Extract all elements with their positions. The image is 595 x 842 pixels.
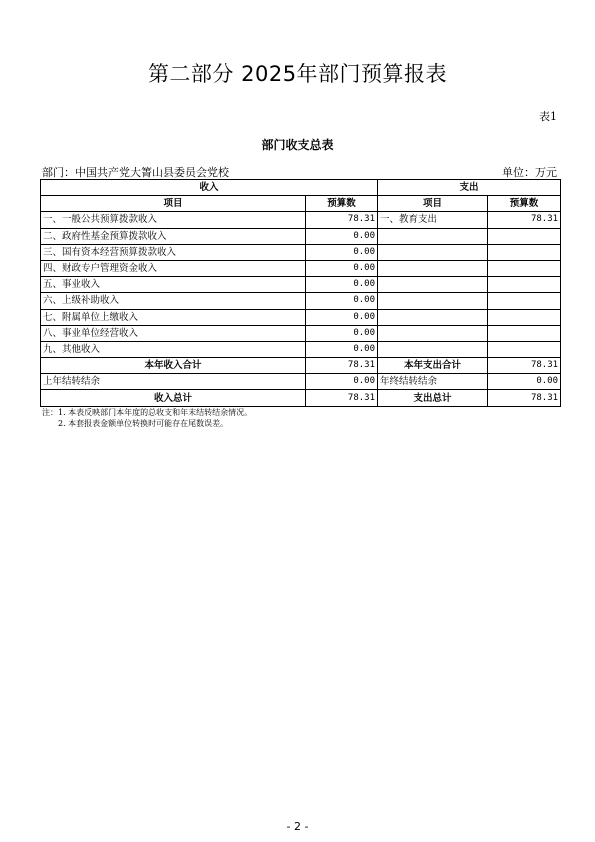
income-item: 三、国有资本经营预算拨款收入 bbox=[41, 244, 306, 260]
note-1: 注：1. 本表反映部门本年度的总收支和年末结转结余情况。 bbox=[42, 408, 253, 417]
section-header-row bbox=[41, 180, 561, 196]
table-row bbox=[41, 212, 561, 228]
income-budget-header: 预算数 bbox=[306, 196, 378, 212]
table-notes bbox=[42, 407, 252, 429]
expense-value-empty bbox=[488, 260, 561, 276]
carry-in-label: 上年结转结余 bbox=[41, 374, 306, 390]
income-item: 六、上级补助收入 bbox=[41, 293, 306, 309]
income-item: 七、附属单位上缴收入 bbox=[41, 309, 306, 325]
income-value: 0.00 bbox=[306, 228, 378, 244]
income-value: 0.00 bbox=[306, 244, 378, 260]
income-item: 五、事业收入 bbox=[41, 277, 306, 293]
carry-in-value: 0.00 bbox=[306, 374, 378, 390]
expense-item-header: 项目 bbox=[378, 196, 488, 212]
carry-out-value: 0.00 bbox=[488, 374, 561, 390]
income-value: 0.00 bbox=[306, 260, 378, 276]
carry-out-label: 年终结转结余 bbox=[378, 374, 488, 390]
income-item-header: 项目 bbox=[41, 196, 306, 212]
expense-value-empty bbox=[488, 341, 561, 357]
expense-item-empty bbox=[378, 341, 488, 357]
expense-value-empty bbox=[488, 244, 561, 260]
expense-value-empty bbox=[488, 293, 561, 309]
expense-budget-header: 预算数 bbox=[488, 196, 561, 212]
note-2: 2. 本套报表金额单位转换时可能存在尾数误差。 bbox=[58, 419, 229, 428]
income-item: 九、其他收入 bbox=[41, 341, 306, 357]
expense-value-empty bbox=[488, 309, 561, 325]
income-item: 二、政府性基金预算拨款收入 bbox=[41, 228, 306, 244]
expense-item-empty bbox=[378, 309, 488, 325]
expense-header: 支出 bbox=[378, 180, 561, 196]
expense-item-empty bbox=[378, 244, 488, 260]
expense-item-empty bbox=[378, 277, 488, 293]
income-value: 0.00 bbox=[306, 325, 378, 341]
page-title: 第二部分 2025年部门预算报表 bbox=[147, 62, 448, 86]
expense-value: 78.31 bbox=[488, 212, 561, 228]
expense-subtotal-label: 本年支出合计 bbox=[378, 358, 488, 374]
expense-total-label: 支出总计 bbox=[378, 390, 488, 406]
expense-subtotal-value: 78.31 bbox=[488, 358, 561, 374]
unit-label: 单位：万元 bbox=[502, 166, 557, 179]
income-item: 四、财政专户管理资金收入 bbox=[41, 260, 306, 276]
expense-item-empty bbox=[378, 293, 488, 309]
total-row bbox=[41, 390, 561, 406]
income-item: 八、事业单位经营收入 bbox=[41, 325, 306, 341]
table-row bbox=[41, 228, 561, 244]
subtotal-row bbox=[41, 358, 561, 374]
income-subtotal-value: 78.31 bbox=[306, 358, 378, 374]
expense-value-empty bbox=[488, 277, 561, 293]
expense-value-empty bbox=[488, 228, 561, 244]
income-total-label: 收入总计 bbox=[41, 390, 306, 406]
income-expense-table bbox=[40, 179, 561, 407]
table-row bbox=[41, 293, 561, 309]
department-label: 部门：中国共产党大箐山县委员会党校 bbox=[42, 166, 229, 179]
table-title: 部门收支总表 bbox=[261, 138, 334, 152]
table-row bbox=[41, 341, 561, 357]
income-total-value: 78.31 bbox=[306, 390, 378, 406]
expense-item-empty bbox=[378, 228, 488, 244]
expense-total-value: 78.31 bbox=[488, 390, 561, 406]
table-row bbox=[41, 309, 561, 325]
expense-item-empty bbox=[378, 325, 488, 341]
expense-value-empty bbox=[488, 325, 561, 341]
income-value: 0.00 bbox=[306, 277, 378, 293]
expense-item: 一、教育支出 bbox=[378, 212, 488, 228]
income-value: 0.00 bbox=[306, 309, 378, 325]
carryover-row bbox=[41, 374, 561, 390]
expense-item-empty bbox=[378, 260, 488, 276]
income-header: 收入 bbox=[41, 180, 378, 196]
table-number: 表1 bbox=[539, 110, 557, 123]
table-row bbox=[41, 260, 561, 276]
income-item: 一、一般公共预算拨款收入 bbox=[41, 212, 306, 228]
income-value: 78.31 bbox=[306, 212, 378, 228]
income-subtotal-label: 本年收入合计 bbox=[41, 358, 306, 374]
table-row bbox=[41, 277, 561, 293]
table-row bbox=[41, 244, 561, 260]
table-row bbox=[41, 325, 561, 341]
income-value: 0.00 bbox=[306, 293, 378, 309]
column-header-row bbox=[41, 196, 561, 212]
income-value: 0.00 bbox=[306, 341, 378, 357]
page-number: - 2 - bbox=[286, 820, 309, 833]
